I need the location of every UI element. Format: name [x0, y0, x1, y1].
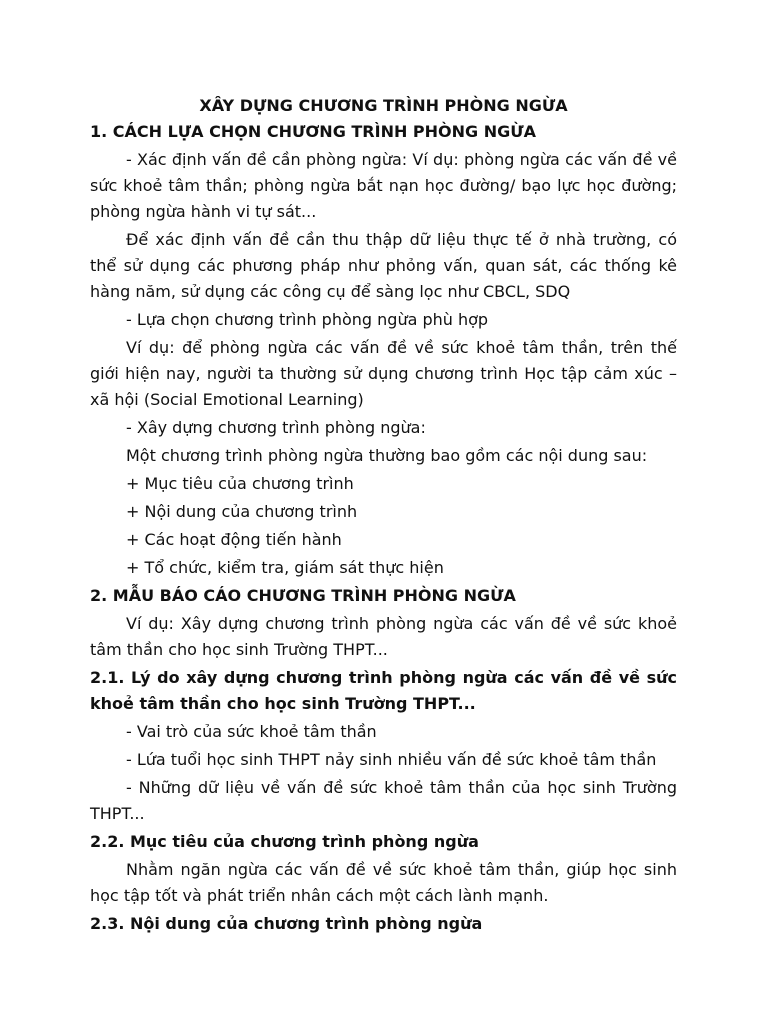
document-title: XÂY DỰNG CHƯƠNG TRÌNH PHÒNG NGỪA	[199, 96, 568, 115]
paragraph: Một chương trình phòng ngừa thường bao gồm các nội dung sau:	[126, 446, 648, 465]
list-item: + Tổ chức, kiểm tra, giám sát thực hiện	[126, 558, 444, 577]
paragraph: Ví dụ: Xây dựng chương trình phòng ngừa các vấn đề về sức khoẻ tâm thần cho học sinh Trường THPT...	[90, 614, 677, 659]
list-item: + Nội dung của chương trình	[126, 502, 358, 521]
list-item: - Lứa tuổi học sinh THPT nảy sinh nhiều vấn đề sức khoẻ tâm thần	[126, 750, 657, 769]
paragraph: Để xác định vấn đề cần thu thập dữ liệu thực tế ở nhà trường, có thể sử dụng các phương pháp như phỏng vấn, quan sát, các thống kê hàng năm, sử dụng các công cụ để sàng lọc như CBCL, SDQ	[90, 230, 677, 301]
paragraph: - Lựa chọn chương trình phòng ngừa phù hợp	[126, 310, 489, 329]
subsection-2-3-heading: 2.3. Nội dung của chương trình phòng ngừa	[90, 914, 483, 933]
list-item: + Mục tiêu của chương trình	[126, 474, 354, 493]
section-1-heading: 1. CÁCH LỰA CHỌN CHƯƠNG TRÌNH PHÒNG NGỪA	[90, 122, 537, 141]
document-page	[90, 93, 677, 939]
list-item: - Những dữ liệu về vấn đề sức khoẻ tâm thần của học sinh Trường THPT...	[90, 778, 677, 823]
list-item: - Vai trò của sức khoẻ tâm thần	[126, 722, 377, 741]
paragraph: Ví dụ: để phòng ngừa các vấn đề về sức khoẻ tâm thần, trên thế giới hiện nay, người ta thường sử dụng chương trình Học tập cảm xúc – xã hội (Social Emotional Learning)	[90, 338, 677, 409]
paragraph: - Xác định vấn đề cần phòng ngừa: Ví dụ: phòng ngừa các vấn đề về sức khoẻ tâm thần; phòng ngừa bắt nạn học đường/ bạo lực học đường; phòng ngừa hành vi tự sát...	[90, 150, 677, 221]
list-item: + Các hoạt động tiến hành	[126, 530, 342, 549]
subsection-2-1-heading: 2.1. Lý do xây dựng chương trình phòng ngừa các vấn đề về sức khoẻ tâm thần cho học sinh Trường THPT...	[90, 668, 677, 713]
subsection-2-2-heading: 2.2. Mục tiêu của chương trình phòng ngừa	[90, 832, 479, 851]
section-2-heading: 2. MẪU BÁO CÁO CHƯƠNG TRÌNH PHÒNG NGỪA	[90, 586, 516, 605]
paragraph: - Xây dựng chương trình phòng ngừa:	[126, 418, 426, 437]
paragraph: Nhằm ngăn ngừa các vấn đề về sức khoẻ tâm thần, giúp học sinh học tập tốt và phát triển nhân cách một cách lành mạnh.	[90, 860, 677, 905]
